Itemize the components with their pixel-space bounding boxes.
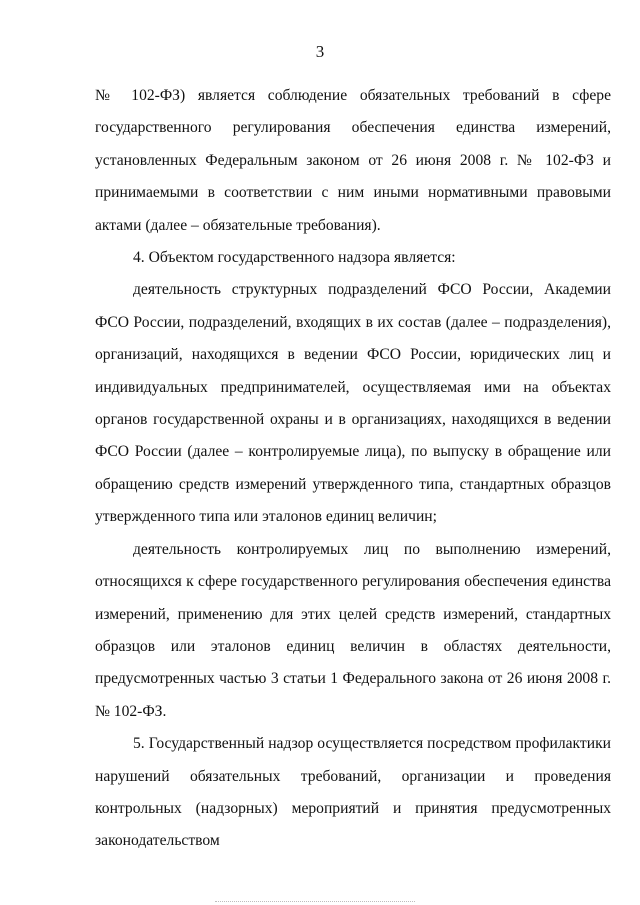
paragraph-continuation: № 102-ФЗ) является соблюдение обязательных требований в сфере государственного регулирования обеспечения единства измерений, установленных Федеральным законом от 26 июня 2008 г. № 102-ФЗ и принимаемыми в соответствии с ним иными нормативными правовыми актами (далее – обязательные требования). xyxy=(95,87,611,234)
document-body xyxy=(95,80,611,858)
paragraph-5: 5. Государственный надзор осуществляется посредством профилактики нарушений обязательных требований, организации и проведения контрольных (надзорных) мероприятий и принятия предусмотренных законодательством xyxy=(95,735,611,850)
page-number: 3 xyxy=(315,42,325,61)
paragraph-supervision-object-2: деятельность контролируемых лиц по выполнению измерений, относящихся к сфере государственного регулирования обеспечения единства измерений, применению для этих целей средств измерений, стандартных образцов или эталонов единиц величин в областях деятельности, предусмотренных частью 3 статьи 1 Федерального закона от 26 июня 2008 г. № 102-ФЗ. xyxy=(95,540,611,720)
paragraph-4-heading: 4. Объектом государственного надзора является: xyxy=(133,249,456,267)
paragraph-supervision-object-1: деятельность структурных подразделений ФСО России, Академии ФСО России, подразделений, входящих в их состав (далее – подразделения), организаций, находящихся в ведении ФСО России, юридических лиц и индивидуальных предпринимателей, осуществляемая ими на объектах органов государственной охраны и в организациях, находящихся в ведении ФСО России (далее – контролируемые лица), по выпуску в обращение или обращению средств измерений утвержденного типа, стандартных образцов утвержденного типа или эталонов единиц величин; xyxy=(95,281,611,526)
scan-artifact-line xyxy=(215,901,415,903)
